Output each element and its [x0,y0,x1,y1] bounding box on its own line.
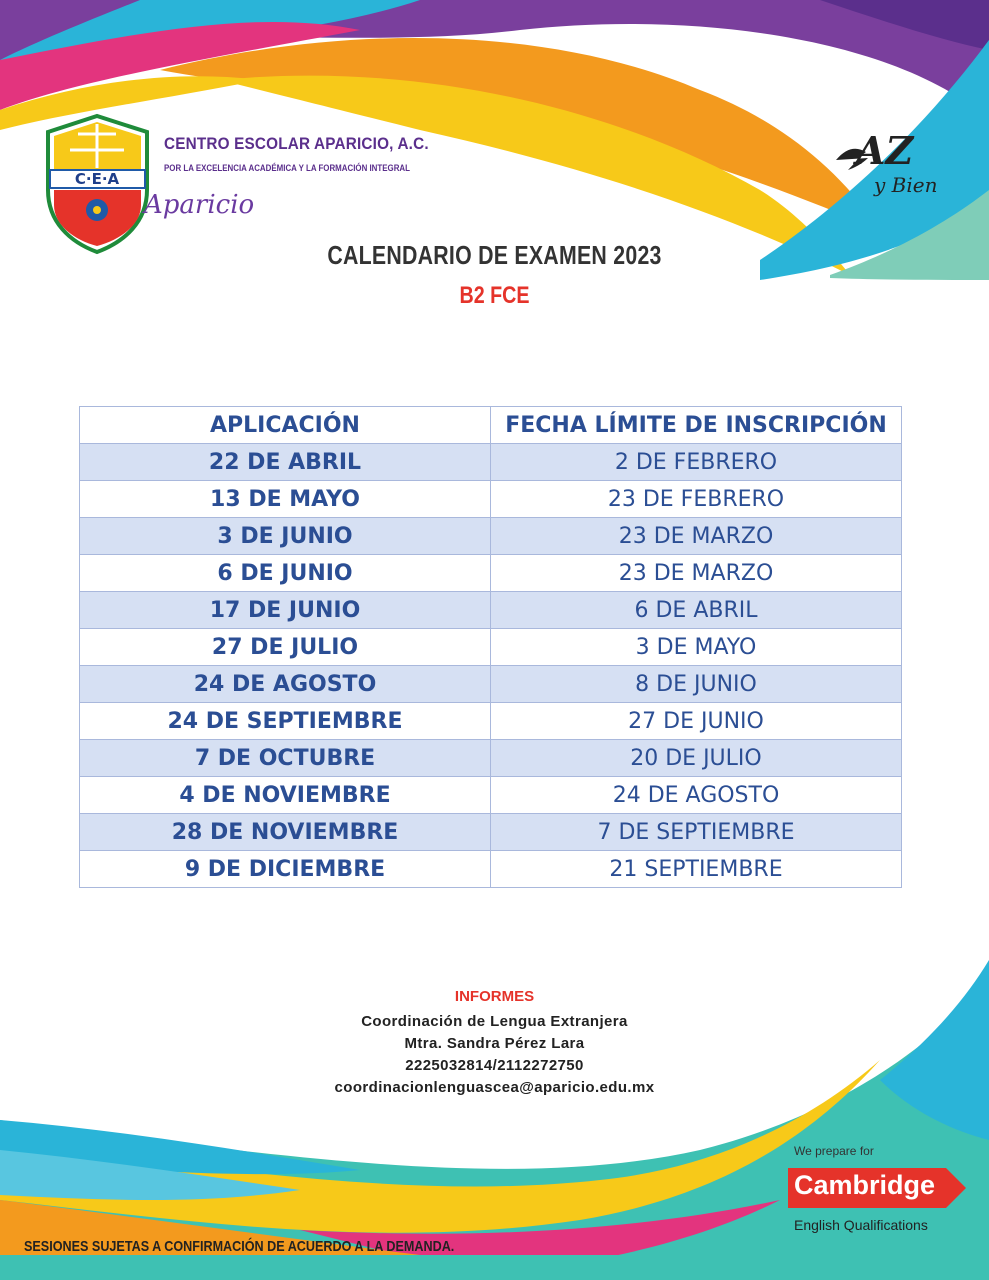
deadline-date: 2 DE FEBRERO [491,444,902,481]
info-heading: INFORMES [454,988,535,1005]
deadline-date: 7 DE SEPTIEMBRE [491,814,902,851]
page-title: CALENDARIO DE EXAMEN 2023 [327,240,662,270]
deadline-date: 20 DE JULIO [491,740,902,777]
table-row [80,629,902,666]
exam-date: 4 DE NOVIEMBRE [80,777,491,814]
info-email[interactable]: coordinacionlenguascea@aparicio.edu.mx [334,1079,655,1096]
deadline-date: 6 DE ABRIL [491,592,902,629]
school-crest-icon [40,110,155,255]
table-row [80,481,902,518]
exam-date: 9 DE DICIEMBRE [80,851,491,888]
az-logo-icon [832,120,957,200]
table-row [80,518,902,555]
deadline-date: 23 DE MARZO [491,518,902,555]
table-row [80,740,902,777]
info-contact-name: Mtra. Sandra Pérez Lara [404,1035,585,1052]
school-script-name: Aparicio [144,190,255,220]
exam-date: 7 DE OCTUBRE [80,740,491,777]
table-row [80,777,902,814]
page-subtitle: B2 FCE [459,282,530,309]
deadline-date: 3 DE MAYO [491,629,902,666]
az-logo-sub: y Bien [874,173,938,197]
table-row [80,592,902,629]
header-aplicacion: APLICACIÓN [80,407,491,444]
header-fecha-limite: FECHA LÍMITE DE INSCRIPCIÓN [491,407,902,444]
deadline-date: 23 DE FEBRERO [491,481,902,518]
deadline-date: 24 DE AGOSTO [491,777,902,814]
school-motto: POR LA EXCELENCIA ACADÉMICA Y LA FORMACIÓN INTEGRAL [164,163,410,173]
az-logo-text: AZ [856,128,914,173]
exam-date: 17 DE JUNIO [80,592,491,629]
table-row [80,666,902,703]
crest-letters: C·E·A [74,170,120,188]
contact-info [0,988,989,1099]
table-row [80,444,902,481]
exam-date: 28 DE NOVIEMBRE [80,814,491,851]
exam-date: 6 DE JUNIO [80,555,491,592]
deadline-date: 23 DE MARZO [491,555,902,592]
footnote: SESIONES SUJETAS A CONFIRMACIÓN DE ACUERDO A LA DEMANDA. [24,1238,455,1255]
exam-date: 24 DE SEPTIEMBRE [80,703,491,740]
info-department: Coordinación de Lengua Extranjera [361,1013,628,1030]
table-row [80,851,902,888]
school-name: CENTRO ESCOLAR APARICIO, A.C. [164,134,429,153]
table-row [80,703,902,740]
school-header [40,110,440,260]
exam-date: 24 DE AGOSTO [80,666,491,703]
exam-schedule-table [79,406,902,888]
deadline-date: 27 DE JUNIO [491,703,902,740]
exam-date: 13 DE MAYO [80,481,491,518]
cambridge-sub: English Qualifications [794,1217,928,1233]
info-phones: 2225032814/2112272750 [405,1057,584,1074]
exam-date: 3 DE JUNIO [80,518,491,555]
cambridge-prefix: We prepare for [794,1144,874,1158]
cambridge-label: Cambridge [794,1170,936,1200]
cambridge-logo [788,1144,978,1239]
deadline-date: 8 DE JUNIO [491,666,902,703]
table-header-row [80,407,902,444]
exam-date: 22 DE ABRIL [80,444,491,481]
table-row [80,814,902,851]
exam-date: 27 DE JULIO [80,629,491,666]
table-row [80,555,902,592]
deadline-date: 21 SEPTIEMBRE [491,851,902,888]
